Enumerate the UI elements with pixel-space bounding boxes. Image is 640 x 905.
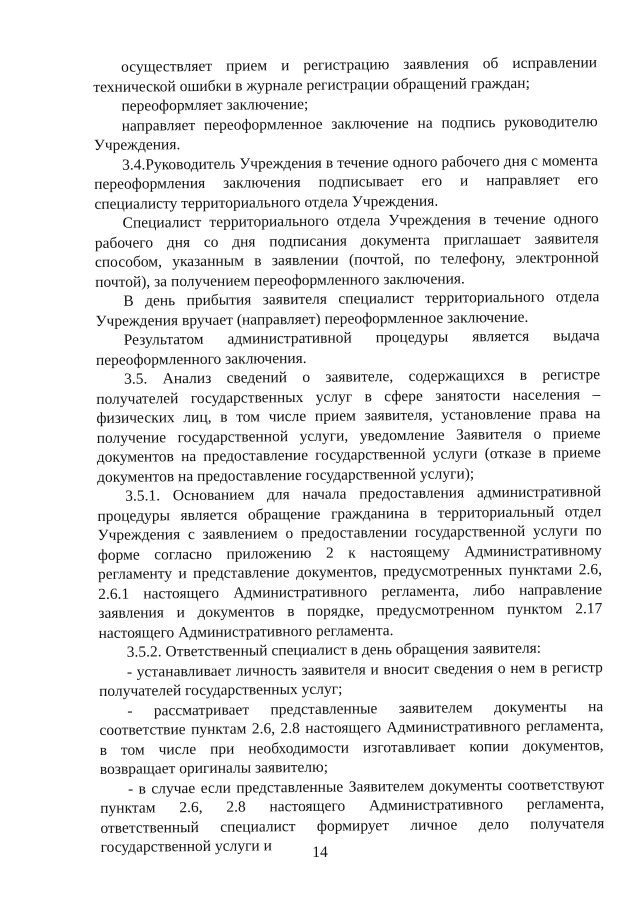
paragraph: Специалист территориального отдела Учреждения в течение одного рабочего дня со дня подписания документа приглашает заявителя способом, указанным в заявлении (почтой, по телефону, электронной почтой), за получением переоформленного заключения. <box>94 210 600 291</box>
list-item: - рассматривает представленные заявителем документы на соответствие пунктам 2.6, 2.8 настоящего Административного регламента, в том числе при необходимости изготавливает копии документов, возвращает оригиналы заявителю; <box>99 697 604 778</box>
page-number: 14 <box>312 844 328 861</box>
paragraph: направляет переоформленное заключение на подпись руководителю Учреждения. <box>93 112 598 154</box>
paragraph: 3.4.Руководитель Учреждения в течение одного рабочего дня с момента переоформления заключения подписывает его и направляет его специалисту территориального отдела Учреждения. <box>94 151 599 213</box>
paragraph: В день прибытия заявителя специалист территориального отдела Учреждения вручает (направляет) переоформленное заключение. <box>95 288 600 330</box>
paragraph: осуществляет прием и регистрацию заявления об исправлении технической ошибки в журнале регистрации обращений граждан; <box>93 54 598 96</box>
list-item: - в случае если представленные Заявителем документы соответствуют пунктам 2.6, 2.8 настоящего Административного регламента, ответственный специалист формирует личное дело получателя государственной услуги и <box>100 775 605 856</box>
paragraph: Результатом административной процедуры является выдача переоформленного заключения. <box>95 327 600 369</box>
document-body <box>93 53 605 857</box>
paragraph: 3.5.1. Основанием для начала предоставления административной процедуры является обращение гражданина в территориальный отдел Учреждения с заявлением о предоставлении государственной услуги по форме согласно приложению 2 к настоящему Административному регламенту и представление документов, предусмотренных пунктами 2.6, 2.6.1 настоящего Административного регламента, либо направление заявления и документов в порядке, предусмотренном пунктом 2.17 настоящего Административного регламента. <box>97 483 603 642</box>
paragraph: 3.5. Анализ сведений о заявителе, содержащихся в регистре получателей государственных услуг в сфере занятости населения – физических лиц, в том числе прием заявителя, установление права на получение государственной услуги, уведомление Заявителя о приеме документов на предоставление государственной услуги (отказе в приеме документов на предоставление государственной услуги); <box>96 366 601 486</box>
list-item: - устанавливает личность заявителя и вносит сведения о нем в регистр получателей государственных услуг; <box>98 658 603 700</box>
paragraph: переоформляет заключение; <box>121 95 309 115</box>
paragraph: 3.5.2. Ответственный специалист в день обращения заявителя: <box>126 639 542 661</box>
